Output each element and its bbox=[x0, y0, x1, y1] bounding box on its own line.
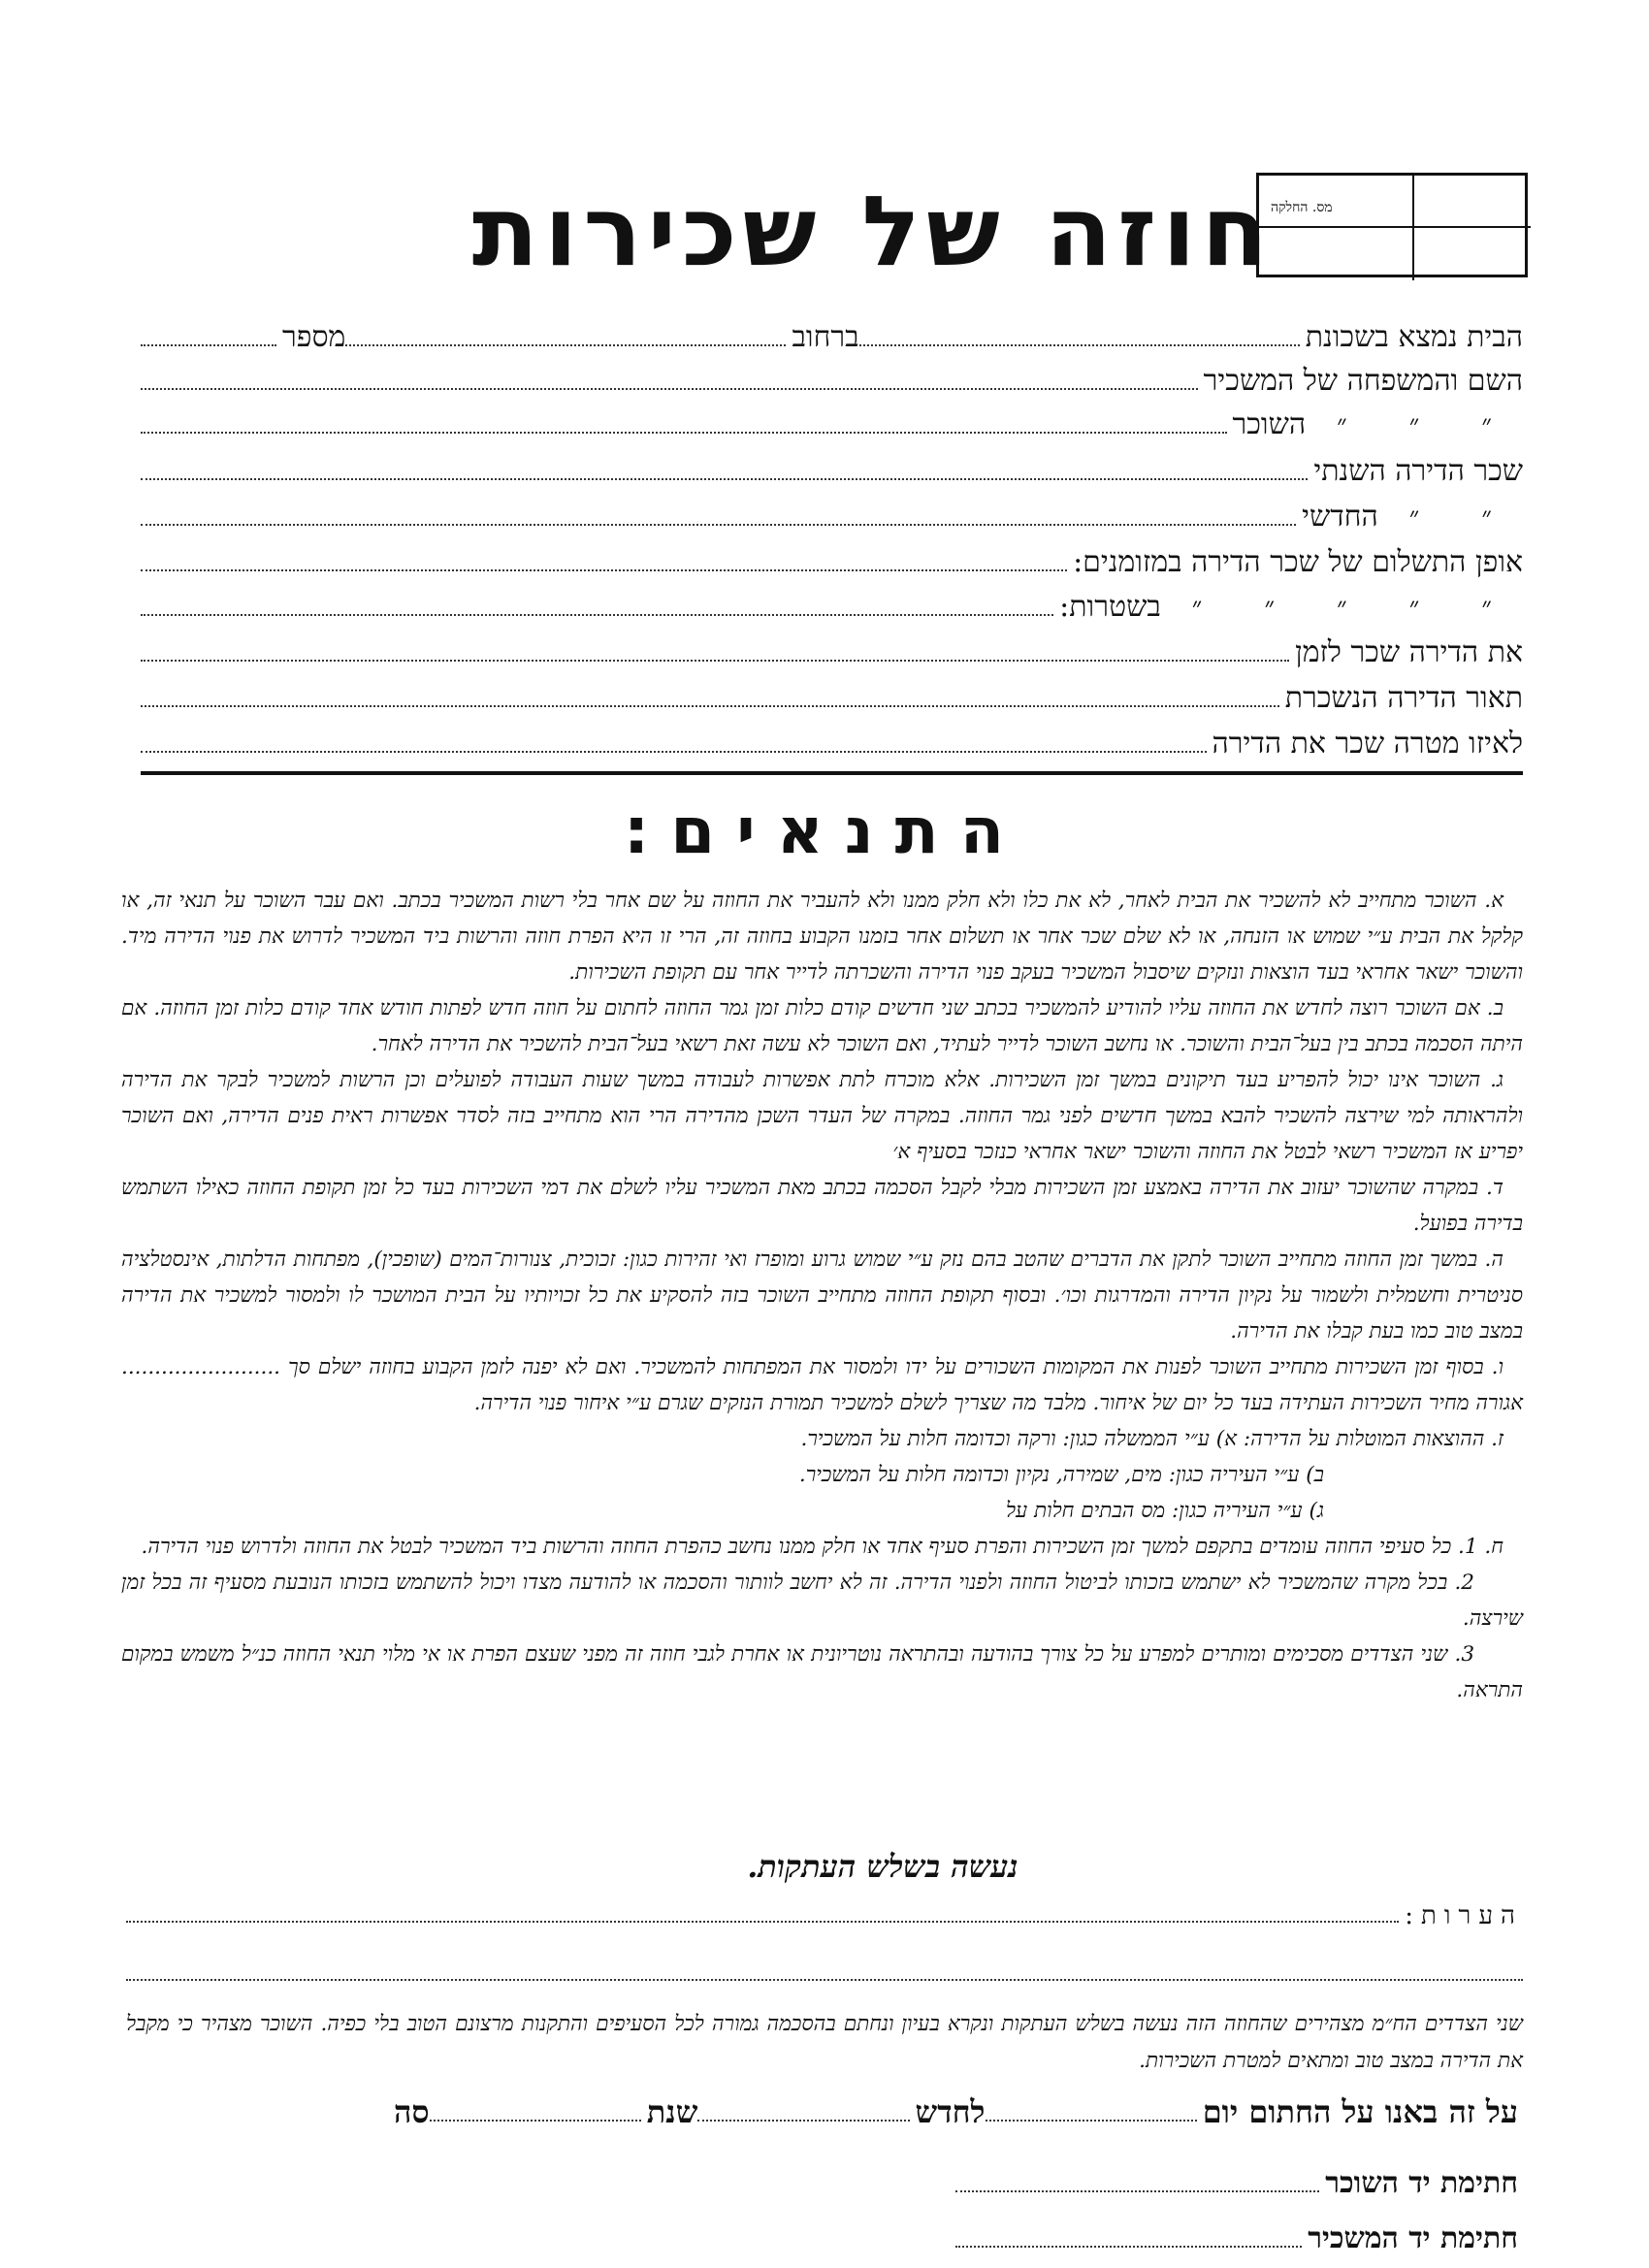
location-row bbox=[141, 315, 1523, 354]
section-divider bbox=[141, 771, 1523, 775]
clause-z-g: ג) ע״י העיריה כגון: מס הבתים חלות על bbox=[1005, 1499, 1324, 1523]
clause-a: א. השוכר מתחייב לא להשכיר את הבית לאחר, לא את כלו ולא חלק ממנו ולא להעביר את החוזה על שם אחר בלי רשות המשכיר בכתב. ואם עבר השוכר על תנאי זה, או קלקל את הבית ע״י שמוש או הזנחה, או לא שלם שכר אחר או תשלום אחר בזמנו הקבוע בחוזה זה, הרי זו היא הפרת חוזה והרשות ביד המשכיר לדרוש את פנוי הדירה מיד. והשוכר ישאר אחראי בעד הוצאות ונזקים שיסבול המשכיר בעקב פנוי הדירה והשכרתה לדייר אחר עם תקופת השכירות. bbox=[121, 889, 1523, 985]
rent-period-row bbox=[141, 631, 1523, 669]
neighborhood-field[interactable] bbox=[859, 344, 1300, 346]
signing-date-row bbox=[388, 2093, 1518, 2130]
year-field[interactable] bbox=[430, 2120, 641, 2122]
ditto-mark: ״ bbox=[1337, 408, 1347, 440]
ditto-mark: ״ bbox=[1481, 501, 1492, 533]
ditto-mark: ״ bbox=[1408, 591, 1420, 623]
tenant-signature-label: חתימת יד השוכר bbox=[1325, 2166, 1518, 2200]
street-label: ברחוב bbox=[792, 320, 859, 354]
ditto-mark: ״ bbox=[1481, 408, 1492, 440]
parcel-number-label: מס. החלקה bbox=[1271, 200, 1333, 215]
ditto-mark: ״ bbox=[1264, 591, 1276, 623]
clause-g: ג. השוכר אינו יכול להפריע בעד תיקונים במשך זמן השכירות. אלא מוכרח לתת אפשרות לעבודה במשך שעות העבודה לפועלים וכן הרשות למשכיר לבקר את הדירה ולהראותה למי שירצה להשכיר להבא במשך חדשים לפני גמר החוזה. במקרה של העדר השכן מהדירה הרי הוא מתחייב בזה לסדר אפשרות ראית פנים הדירה, ואם השוכר יפריע אז המשכיר רשאי לבטל את החוזה והשוכר ישאר אחראי כנזכר בסעיף א׳ bbox=[121, 1068, 1523, 1164]
clause-v: ו. בסוף זמן השכירות מתחייב השוכר לפנות את המקומות השכורים על ידו ולמסור את המפתחות להמשכיר. ואם לא יפנה לזמן הקבוע בחוזה ישלם סך ........................ אגורה מחיר השכירות העתידה בעד כל יום של איחור. מלבד מה שצריך לשלם למשכיר תמורת הנזקים שגרם ע״י איחור פנוי הדירה. bbox=[121, 1355, 1523, 1415]
payment-bills-row bbox=[141, 585, 1523, 624]
landlord-signature-label: חתימת יד המשכיר bbox=[1308, 2221, 1518, 2255]
tenant-label: השוכר bbox=[1232, 407, 1307, 441]
payment-cash-field[interactable] bbox=[141, 569, 1067, 571]
yearly-rent-label: שכר הדירה השנתי bbox=[1313, 454, 1523, 488]
conditions-title: התנאים: bbox=[623, 794, 1026, 868]
clause-het-3: 3. שני הצדדים מסכימים ומותרים למפרע על כל צורך בהודעה ובהתראה נוטריונית או אחרת לגבי חוזה זה מפני שעצם הפרת או אי מלוי תנאי החוזה כנ״ל משמש במקום התראה. bbox=[121, 1642, 1523, 1702]
purpose-field[interactable] bbox=[141, 751, 1207, 753]
landlord-row bbox=[141, 359, 1523, 398]
landlord-label: השם והמשפחה של המשכיר bbox=[1203, 364, 1523, 398]
landlord-signature-row bbox=[955, 2221, 1518, 2255]
declaration-text: שני הצדדים הח״מ מצהירים שהחוזה הזה נעשה בשלש העתקות ונקרא בעיון ונחתם בהסכמה גמורה לכל הסעיפים והתקנות מרצונם הטוב בלי כפיה. השוכר מצהיר כי מקבל את הדירה במצב טוב ומתאים למטרת השכירות. bbox=[126, 2012, 1523, 2073]
landlord-signature-field[interactable] bbox=[955, 2246, 1302, 2248]
clause-z-intro: ז. ההוצאות המוטלות על הדירה: א) ע״י הממשלה כגון: ורקה וכדומה חלות על המשכיר. bbox=[800, 1427, 1504, 1451]
ditto-mark: ״ bbox=[1191, 591, 1203, 623]
purpose-row bbox=[141, 722, 1523, 761]
notes-row bbox=[126, 1901, 1523, 1930]
purpose-label: לאיזו מטרה שכר את הדירה bbox=[1212, 727, 1523, 761]
tenant-signature-field[interactable] bbox=[955, 2190, 1319, 2192]
clause-b: ב. אם השוכר רוצה לחדש את החוזה עליו להודיע להמשכיר בכתב שני חדשים קודם כלות זמן גמר החוזה לחתום על חוזה חדש לפתות חודש אחד קודם כלות זמן החוזה. אם היתה הסכמה בכתב בין בעל־הבית והשוכר. או נחשב השוכר לדייר לעתיד, ואם השוכר לא עשה זאת רשאי בעל־הבית להשכיר את הדירה לאחר. bbox=[121, 996, 1523, 1056]
landlord-field[interactable] bbox=[141, 388, 1198, 390]
monthly-rent-field[interactable] bbox=[141, 524, 1296, 526]
clause-het-2: 2. בכל מקרה שהמשכיר לא ישתמש בזכותו לביטול החוזה ולפנוי הדירה. זה לא יחשב לוותור והסכמה או להודעה מצדו ויכול להשתמש בזכותו הנובעת מסעיף זה בכל זמן שירצה. bbox=[121, 1571, 1523, 1631]
monthly-rent-label: החדשי bbox=[1302, 500, 1378, 534]
monthly-rent-row bbox=[141, 495, 1523, 534]
notes-field-line-2[interactable] bbox=[126, 1979, 1523, 1981]
tenant-signature-row bbox=[955, 2166, 1518, 2200]
clauses-section bbox=[121, 883, 1523, 1708]
clause-h: ה. במשך זמן החוזה מתחייב השוכר לתקן את הדברים שהטב בהם נזק ע״י שמוש גרוע ומופרז ואי זהירות כגון: זכוכית, צנורות־המים (שופכין), מפתחות הדלתות, אינסטלציה סניטרית וחשמלית ולשמור על נקיון הדירה והמדרגות וכו׳. ובסוף תקופת החוזה מתחייב השוכר בזה להסקיע את כל זכויותיו על הבית המושכר לו ולמסור למשכיר את הדירה במצב טוב כמו בעת קבלו את הדירה. bbox=[121, 1247, 1523, 1344]
ditto-mark: ״ bbox=[1337, 591, 1347, 623]
payment-bills-label: בשטרות: bbox=[1059, 590, 1161, 624]
ditto-mark: ״ bbox=[1408, 501, 1420, 533]
ditto-mark: ״ bbox=[1408, 408, 1420, 440]
date-end-label: סה bbox=[393, 2093, 430, 2130]
clause-d: ד. במקרה שהשוכר יעזוב את הדירה באמצע זמן השכירות מבלי לקבל הסכמה בכתב מאת המשכיר עליו לשלם את דמי השכירות בעד כל זמן תקופת החוזה כאילו השתמש בדירה בפועל. bbox=[121, 1176, 1523, 1236]
number-label: מספר bbox=[281, 320, 346, 354]
rent-period-label: את הדירה שכר לזמן bbox=[1295, 635, 1523, 669]
signing-date-label: על זה באנו על החתום יום bbox=[1202, 2093, 1518, 2130]
tenant-field[interactable] bbox=[141, 432, 1227, 434]
yearly-rent-row bbox=[141, 449, 1523, 488]
month-label: לחדש bbox=[915, 2093, 986, 2130]
description-field[interactable] bbox=[141, 705, 1279, 707]
tenant-row bbox=[141, 403, 1523, 441]
description-row bbox=[141, 676, 1523, 715]
notes-label: הערות: bbox=[1405, 1901, 1523, 1930]
description-label: תאור הדירה הנשכרת bbox=[1284, 681, 1523, 715]
clause-het-1: ח. 1. כל סעיפי החוזה עומדים בתקפם למשך זמן השכירות והפרת סעיף אחד או חלק ממנו נחשב כהפרת החוזה והרשות ביד המשכיר לבטל את החוזה ולדרוש פנוי הדירה. bbox=[141, 1535, 1504, 1559]
copies-statement: נעשה בשלש העתקות. bbox=[747, 1848, 1018, 1885]
document-title: חוזה של שכירות bbox=[471, 175, 1275, 288]
rent-period-field[interactable] bbox=[141, 660, 1289, 662]
number-field[interactable] bbox=[141, 344, 276, 346]
ditto-mark: ״ bbox=[1481, 591, 1492, 623]
payment-bills-field[interactable] bbox=[141, 614, 1053, 616]
month-field[interactable] bbox=[697, 2120, 909, 2122]
street-field[interactable] bbox=[345, 344, 786, 346]
payment-cash-label: אופן התשלום של שכר הדירה במזומנים: bbox=[1073, 545, 1523, 579]
year-label: שנת bbox=[646, 2093, 698, 2130]
notes-field[interactable] bbox=[126, 1921, 1399, 1923]
yearly-rent-field[interactable] bbox=[141, 478, 1308, 480]
payment-cash-row bbox=[141, 540, 1523, 579]
day-field[interactable] bbox=[986, 2120, 1197, 2122]
neighborhood-label: הבית נמצא בשכונת bbox=[1305, 320, 1523, 354]
clause-z-b: ב) ע״י העיריה כגון: מים, שמירה, נקיון וכדומה חלות על המשכיר. bbox=[798, 1463, 1324, 1487]
